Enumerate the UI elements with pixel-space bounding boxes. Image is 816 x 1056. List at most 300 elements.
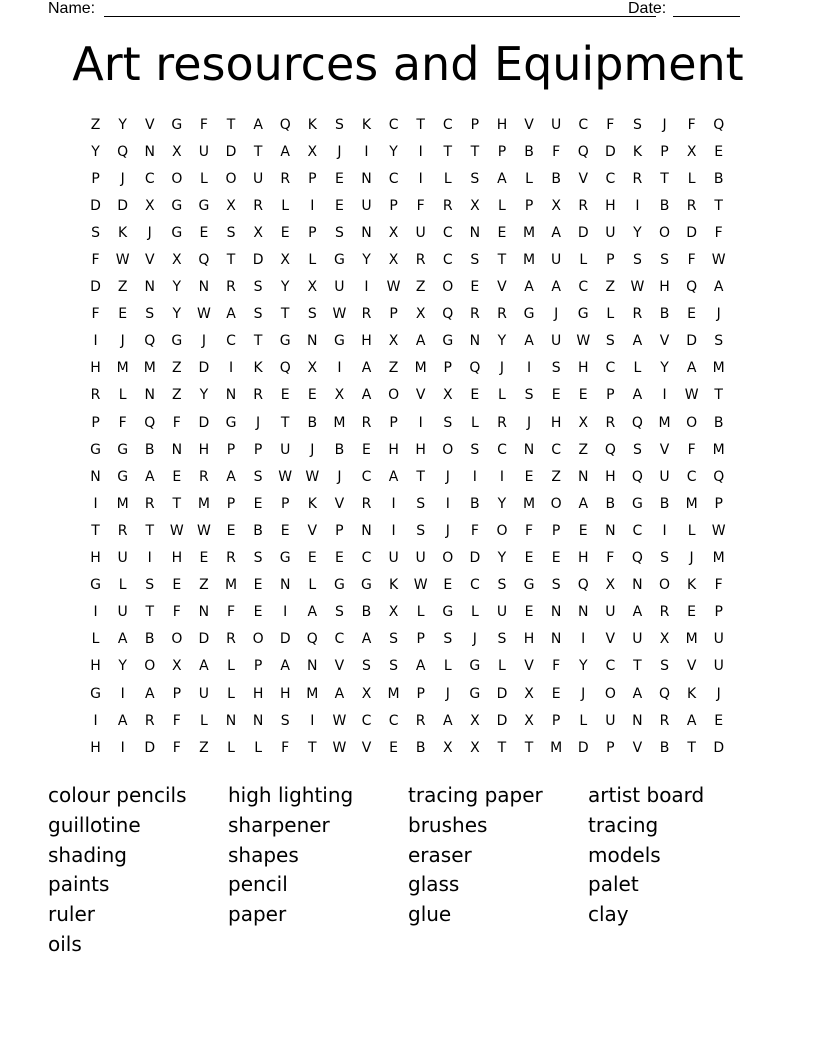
grid-letter: C bbox=[632, 522, 643, 539]
grid-letter: F bbox=[172, 712, 181, 729]
grid-letter: N bbox=[361, 224, 372, 241]
word-list-item: clay bbox=[588, 902, 629, 927]
grid-letter: Q bbox=[306, 631, 318, 648]
grid-letter: X bbox=[253, 224, 263, 241]
grid-letter: F bbox=[552, 658, 561, 675]
grid-letter: G bbox=[469, 685, 481, 702]
word-list-item: guillotine bbox=[48, 812, 141, 837]
grid-letter: Q bbox=[279, 360, 291, 377]
grid-letter: R bbox=[226, 279, 236, 296]
grid-letter: E bbox=[578, 522, 588, 539]
grid-letter: E bbox=[524, 468, 534, 485]
grid-letter: S bbox=[145, 577, 155, 594]
grid-letter: U bbox=[252, 170, 264, 187]
grid-row bbox=[82, 192, 742, 219]
grid-letter: V bbox=[415, 387, 426, 404]
grid-letter: Q bbox=[577, 577, 589, 594]
grid-letter: P bbox=[660, 143, 669, 160]
grid-letter: E bbox=[226, 522, 236, 539]
grid-letter: V bbox=[686, 658, 697, 675]
grid-letter: S bbox=[470, 170, 480, 187]
grid-row bbox=[82, 274, 742, 301]
grid-letter: V bbox=[144, 116, 155, 133]
grid-letter: T bbox=[308, 739, 317, 756]
grid-letter: M bbox=[224, 577, 238, 594]
grid-letter: M bbox=[658, 414, 671, 431]
grid-letter: S bbox=[497, 577, 507, 594]
grid-letter: R bbox=[497, 414, 507, 431]
grid-row bbox=[82, 463, 742, 490]
grid-letter: E bbox=[497, 224, 507, 241]
grid-letter: A bbox=[199, 658, 209, 675]
grid-letter: T bbox=[172, 495, 182, 512]
grid-letter: L bbox=[308, 577, 317, 594]
grid-letter: W bbox=[576, 333, 591, 350]
grid-letter: G bbox=[171, 116, 183, 133]
grid-letter: G bbox=[90, 685, 101, 702]
grid-letter: L bbox=[254, 739, 263, 756]
grid-letter: S bbox=[416, 522, 426, 539]
grid-letter: F bbox=[91, 306, 100, 323]
grid-letter: L bbox=[200, 712, 208, 729]
grid-letter: D bbox=[496, 685, 508, 702]
grid-letter: G bbox=[171, 224, 183, 241]
grid-letter: K bbox=[687, 577, 697, 594]
grid-letter: W bbox=[278, 468, 293, 485]
grid-letter: K bbox=[361, 116, 372, 133]
grid-letter: S bbox=[660, 550, 669, 567]
grid-letter: H bbox=[90, 360, 101, 377]
grid-letter: J bbox=[120, 170, 125, 187]
grid-letter: S bbox=[660, 658, 669, 675]
grid-row bbox=[82, 653, 742, 680]
grid-letter: T bbox=[145, 604, 155, 621]
grid-letter: R bbox=[469, 306, 480, 323]
grid-letter: Y bbox=[660, 360, 669, 377]
grid-letter: M bbox=[712, 550, 725, 567]
grid-letter: J bbox=[499, 360, 505, 377]
grid-letter: J bbox=[120, 333, 125, 350]
grid-letter: M bbox=[387, 685, 400, 702]
grid-letter: O bbox=[252, 631, 264, 648]
grid-letter: H bbox=[415, 441, 426, 458]
grid-letter: U bbox=[713, 658, 724, 675]
grid-letter: E bbox=[687, 306, 697, 323]
grid-letter: H bbox=[550, 414, 562, 431]
grid-row bbox=[82, 734, 742, 761]
grid-letter: Y bbox=[172, 306, 182, 323]
grid-letter: F bbox=[172, 739, 181, 756]
grid-row bbox=[82, 626, 742, 653]
grid-letter: X bbox=[280, 252, 290, 269]
grid-letter: R bbox=[659, 712, 670, 729]
grid-letter: M bbox=[523, 495, 536, 512]
grid-letter: L bbox=[633, 360, 642, 377]
grid-letter: J bbox=[445, 522, 450, 539]
grid-letter: S bbox=[443, 631, 453, 648]
grid-letter: L bbox=[308, 252, 317, 269]
grid-letter: C bbox=[605, 170, 616, 187]
grid-letter: A bbox=[578, 495, 589, 512]
grid-letter: V bbox=[334, 495, 345, 512]
grid-letter: K bbox=[687, 685, 697, 702]
grid-letter: E bbox=[199, 224, 209, 241]
grid-letter: I bbox=[93, 333, 98, 350]
grid-letter: K bbox=[632, 143, 643, 160]
grid-letter: P bbox=[172, 685, 182, 702]
grid-letter: X bbox=[470, 739, 480, 756]
grid-letter: E bbox=[524, 550, 534, 567]
grid-letter: V bbox=[578, 170, 589, 187]
grid-row bbox=[82, 301, 742, 328]
grid-letter: E bbox=[551, 685, 561, 702]
grid-letter: I bbox=[445, 495, 450, 512]
grid-letter: V bbox=[632, 739, 643, 756]
grid-letter: P bbox=[335, 522, 344, 539]
grid-letter: O bbox=[604, 685, 616, 702]
grid-letter: S bbox=[443, 414, 453, 431]
grid-letter: F bbox=[226, 604, 236, 621]
grid-letter: L bbox=[416, 604, 425, 621]
grid-letter: R bbox=[361, 495, 372, 512]
grid-letter: E bbox=[307, 550, 317, 567]
grid-letter: N bbox=[90, 468, 101, 485]
grid-letter: H bbox=[577, 360, 589, 377]
grid-letter: A bbox=[334, 685, 345, 702]
grid-letter: T bbox=[714, 197, 723, 214]
grid-letter: L bbox=[498, 658, 506, 675]
grid-letter: G bbox=[225, 414, 237, 431]
grid-letter: H bbox=[90, 658, 101, 675]
grid-letter: Z bbox=[90, 116, 101, 133]
grid-letter: A bbox=[226, 468, 236, 485]
grid-letter: P bbox=[606, 739, 615, 756]
word-list-item: paints bbox=[48, 872, 110, 897]
grid-letter: H bbox=[605, 197, 616, 214]
grid-letter: W bbox=[169, 522, 184, 539]
grid-letter: D bbox=[198, 360, 210, 377]
grid-letter: S bbox=[389, 658, 399, 675]
grid-letter: M bbox=[414, 360, 427, 377]
grid-letter: E bbox=[687, 604, 697, 621]
grid-letter: C bbox=[551, 441, 562, 458]
grid-letter: B bbox=[659, 197, 670, 214]
grid-letter: G bbox=[333, 333, 345, 350]
grid-letter: H bbox=[388, 441, 399, 458]
grid-letter: G bbox=[171, 197, 183, 214]
grid-letter: I bbox=[93, 712, 98, 729]
word-list-item: tracing paper bbox=[408, 783, 543, 807]
grid-letter: L bbox=[579, 712, 588, 729]
grid-letter: O bbox=[388, 387, 400, 404]
grid-letter: E bbox=[280, 387, 290, 404]
grid-letter: N bbox=[307, 333, 318, 350]
grid-letter: L bbox=[687, 522, 696, 539]
grid-letter: E bbox=[362, 441, 371, 458]
grid-letter: P bbox=[226, 495, 236, 512]
grid-letter: H bbox=[659, 279, 670, 296]
grid-letter: A bbox=[361, 360, 372, 377]
grid-letter: D bbox=[90, 279, 101, 296]
grid-letter: B bbox=[415, 739, 426, 756]
grid-letter: X bbox=[686, 143, 697, 160]
grid-letter: W bbox=[684, 387, 699, 404]
grid-letter: X bbox=[307, 143, 318, 160]
grid-letter: N bbox=[577, 468, 589, 485]
grid-letter: T bbox=[253, 143, 263, 160]
grid-letter: O bbox=[686, 414, 698, 431]
grid-letter: B bbox=[144, 441, 155, 458]
grid-letter: C bbox=[388, 116, 399, 133]
grid-row bbox=[82, 219, 742, 246]
grid-letter: J bbox=[716, 306, 721, 323]
grid-letter: Z bbox=[415, 279, 426, 296]
grid-letter: N bbox=[523, 441, 535, 458]
grid-letter: F bbox=[606, 550, 615, 567]
grid-letter: A bbox=[144, 685, 155, 702]
grid-letter: U bbox=[551, 252, 562, 269]
grid-letter: H bbox=[171, 550, 183, 567]
grid-letter: Z bbox=[388, 360, 399, 377]
grid-letter: A bbox=[524, 279, 534, 296]
grid-letter: D bbox=[225, 143, 237, 160]
grid-letter: A bbox=[551, 279, 561, 296]
grid-letter: A bbox=[117, 712, 128, 729]
grid-letter: P bbox=[551, 712, 561, 729]
grid-letter: A bbox=[686, 712, 697, 729]
grid-letter: P bbox=[389, 414, 398, 431]
grid-letter: Y bbox=[497, 495, 507, 512]
grid-letter: V bbox=[524, 116, 534, 133]
grid-letter: R bbox=[415, 252, 426, 269]
grid-letter: A bbox=[307, 604, 318, 621]
grid-letter: B bbox=[713, 170, 724, 187]
grid-letter: G bbox=[523, 306, 535, 323]
grid-letter: T bbox=[226, 116, 236, 133]
grid-letter: E bbox=[118, 306, 128, 323]
grid-letter: O bbox=[225, 170, 237, 187]
grid-letter: S bbox=[280, 712, 290, 729]
grid-letter: S bbox=[253, 550, 263, 567]
grid-letter: S bbox=[91, 224, 100, 241]
grid-letter: T bbox=[497, 739, 507, 756]
grid-letter: L bbox=[498, 387, 506, 404]
word-list-item: shading bbox=[48, 842, 127, 867]
grid-letter: V bbox=[659, 333, 670, 350]
grid-letter: G bbox=[279, 333, 291, 350]
grid-letter: S bbox=[307, 306, 317, 323]
grid-letter: A bbox=[388, 468, 399, 485]
grid-letter: A bbox=[632, 685, 643, 702]
grid-letter: E bbox=[280, 522, 290, 539]
grid-letter: M bbox=[550, 739, 563, 756]
grid-letter: V bbox=[524, 658, 534, 675]
grid-letter: R bbox=[90, 387, 101, 404]
grid-letter: P bbox=[389, 306, 398, 323]
grid-letter: F bbox=[118, 414, 127, 431]
grid-letter: Q bbox=[604, 441, 616, 458]
grid-letter: I bbox=[662, 522, 667, 539]
grid-letter: C bbox=[442, 252, 453, 269]
grid-letter: P bbox=[226, 441, 236, 458]
word-list-item: colour pencils bbox=[48, 783, 187, 807]
grid-letter: Q bbox=[117, 143, 129, 160]
grid-letter: R bbox=[632, 170, 643, 187]
grid-letter: D bbox=[90, 197, 101, 214]
grid-letter: A bbox=[280, 658, 290, 675]
grid-letter: I bbox=[283, 604, 288, 621]
grid-letter: B bbox=[144, 631, 155, 648]
grid-letter: T bbox=[280, 414, 290, 431]
grid-letter: H bbox=[90, 550, 101, 567]
grid-letter: X bbox=[524, 685, 534, 702]
grid-letter: F bbox=[416, 197, 425, 214]
grid-letter: S bbox=[660, 252, 669, 269]
grid-letter: P bbox=[443, 360, 452, 377]
grid-letter: U bbox=[388, 550, 399, 567]
grid-letter: B bbox=[524, 143, 534, 160]
grid-letter: E bbox=[443, 577, 453, 594]
grid-row bbox=[82, 409, 742, 436]
grid-letter: R bbox=[226, 631, 236, 648]
grid-letter: E bbox=[172, 577, 182, 594]
grid-letter: D bbox=[496, 712, 508, 729]
grid-letter: L bbox=[470, 604, 479, 621]
grid-letter: G bbox=[90, 577, 101, 594]
grid-letter: G bbox=[117, 441, 129, 458]
grid-letter: A bbox=[226, 306, 236, 323]
grid-letter: Z bbox=[551, 468, 561, 485]
grid-letter: S bbox=[389, 631, 399, 648]
grid-letter: Q bbox=[631, 468, 643, 485]
grid-letter: L bbox=[200, 170, 208, 187]
grid-letter: N bbox=[550, 631, 562, 648]
grid-row bbox=[82, 111, 742, 138]
grid-letter: N bbox=[550, 604, 562, 621]
grid-letter: S bbox=[253, 468, 263, 485]
grid-letter: T bbox=[280, 306, 290, 323]
grid-letter: D bbox=[577, 224, 589, 241]
grid-letter: U bbox=[605, 712, 616, 729]
grid-letter: S bbox=[524, 387, 534, 404]
grid-letter: P bbox=[606, 387, 615, 404]
grid-letter: L bbox=[227, 685, 235, 702]
grid-letter: L bbox=[227, 658, 235, 675]
grid-letter: I bbox=[337, 360, 342, 377]
grid-row bbox=[82, 328, 742, 355]
grid-row bbox=[82, 355, 742, 382]
worksheet-header bbox=[48, 0, 748, 22]
grid-letter: R bbox=[497, 306, 507, 323]
grid-letter: S bbox=[362, 658, 371, 675]
grid-letter: N bbox=[361, 170, 372, 187]
grid-letter: X bbox=[226, 197, 236, 214]
name-line bbox=[104, 16, 656, 17]
grid-letter: I bbox=[499, 468, 505, 485]
grid-letter: S bbox=[551, 360, 561, 377]
grid-letter: E bbox=[470, 279, 480, 296]
grid-letter: J bbox=[337, 143, 342, 160]
word-list-item: artist board bbox=[588, 783, 705, 807]
grid-letter: N bbox=[469, 333, 481, 350]
grid-letter: G bbox=[333, 577, 345, 594]
grid-letter: L bbox=[91, 631, 100, 648]
grid-letter: I bbox=[662, 387, 667, 404]
page-title: Art resources and Equipment bbox=[72, 37, 744, 91]
grid-letter: R bbox=[361, 306, 372, 323]
grid-letter: Q bbox=[631, 414, 643, 431]
grid-letter: L bbox=[525, 170, 533, 187]
grid-letter: T bbox=[416, 116, 425, 133]
grid-letter: D bbox=[117, 197, 129, 214]
word-list-item: ruler bbox=[48, 902, 95, 927]
grid-letter: K bbox=[253, 360, 263, 377]
grid-letter: M bbox=[685, 631, 698, 648]
word-list-item: paper bbox=[228, 902, 287, 927]
grid-letter: H bbox=[279, 685, 291, 702]
name-label: Name: bbox=[48, 0, 96, 17]
grid-letter: Q bbox=[577, 143, 589, 160]
grid-letter: C bbox=[144, 170, 155, 187]
grid-letter: N bbox=[252, 712, 264, 729]
grid-letter: R bbox=[632, 306, 643, 323]
grid-letter: S bbox=[226, 224, 236, 241]
word-list-item: oils bbox=[48, 931, 82, 956]
grid-letter: L bbox=[227, 739, 235, 756]
grid-letter: D bbox=[604, 143, 616, 160]
grid-letter: T bbox=[91, 522, 100, 539]
grid-letter: P bbox=[389, 197, 398, 214]
grid-letter: W bbox=[332, 739, 347, 756]
grid-letter: E bbox=[524, 604, 534, 621]
grid-letter: I bbox=[120, 739, 125, 756]
grid-row bbox=[82, 707, 742, 734]
grid-letter: G bbox=[631, 495, 643, 512]
grid-letter: E bbox=[714, 712, 724, 729]
grid-letter: R bbox=[253, 197, 263, 214]
grid-letter: M bbox=[333, 414, 346, 431]
grid-row bbox=[82, 138, 742, 165]
grid-letter: P bbox=[470, 116, 480, 133]
grid-letter: O bbox=[442, 441, 454, 458]
grid-letter: E bbox=[199, 550, 209, 567]
grid-letter: X bbox=[307, 360, 318, 377]
grid-letter: S bbox=[632, 252, 642, 269]
grid-letter: R bbox=[578, 197, 589, 214]
grid-letter: S bbox=[497, 631, 507, 648]
grid-letter: I bbox=[93, 604, 98, 621]
grid-letter: P bbox=[91, 414, 100, 431]
grid-letter: I bbox=[364, 143, 369, 160]
grid-letter: Z bbox=[605, 279, 616, 296]
grid-letter: N bbox=[279, 577, 291, 594]
grid-letter: S bbox=[470, 441, 480, 458]
grid-letter: I bbox=[120, 685, 125, 702]
grid-letter: S bbox=[145, 306, 155, 323]
grid-letter: D bbox=[686, 333, 697, 350]
grid-letter: N bbox=[632, 577, 643, 594]
grid-letter: C bbox=[578, 116, 589, 133]
grid-letter: T bbox=[497, 252, 507, 269]
grid-letter: X bbox=[415, 306, 426, 323]
grid-letter: H bbox=[361, 333, 372, 350]
grid-letter: E bbox=[578, 387, 588, 404]
grid-letter: E bbox=[334, 550, 344, 567]
grid-letter: T bbox=[470, 143, 480, 160]
grid-letter: J bbox=[147, 224, 152, 241]
grid-letter: X bbox=[659, 631, 670, 648]
grid-letter: W bbox=[630, 279, 645, 296]
